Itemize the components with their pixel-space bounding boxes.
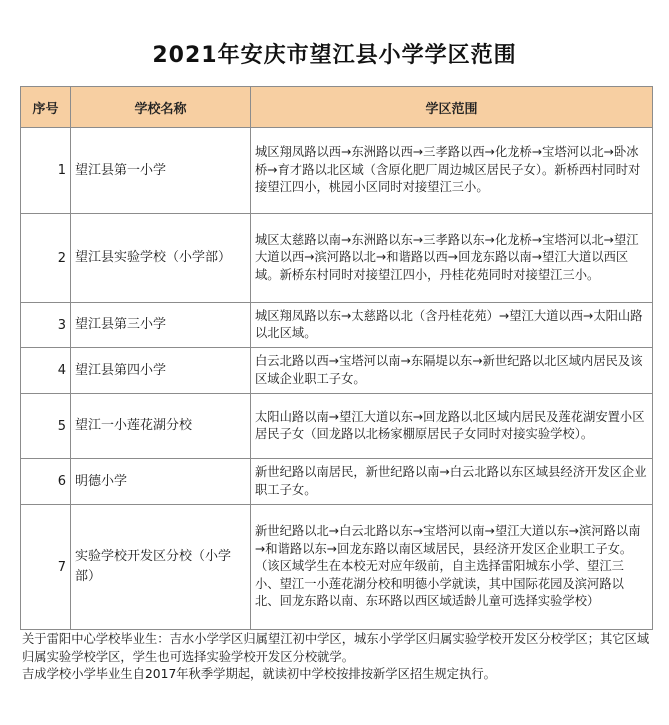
- school-name: 望江县实验学校（小学部）: [71, 214, 251, 303]
- school-name: 望江一小莲花湖分校: [71, 394, 251, 459]
- school-name: 实验学校开发区分校（小学部）: [71, 505, 251, 630]
- header-school-name: 学校名称: [71, 87, 251, 128]
- table-row: [21, 394, 653, 459]
- school-name: 望江县第四小学: [71, 348, 251, 394]
- row-number: 6: [21, 459, 71, 505]
- school-name: 望江县第一小学: [71, 128, 251, 214]
- district-range: 城区翔凤路以西→东洲路以西→三孝路以西→化龙桥→宝塔河以北→卧冰桥→育才路以北区域（含原化肥厂周边城区居民子女）。新桥西村同时对接望江四小，桃园小区同时对接望江三小。: [251, 128, 653, 214]
- district-range: 白云北路以西→宝塔河以南→东隔堤以东→新世纪路以北区域内居民及该区域企业职工子女。: [251, 348, 653, 394]
- table-row: [21, 214, 653, 303]
- row-number: 7: [21, 505, 71, 630]
- header-district-range: 学区范围: [251, 87, 653, 128]
- school-name: 望江县第三小学: [71, 303, 251, 348]
- row-number: 3: [21, 303, 71, 348]
- page-title: 2021年安庆市望江县小学学区范围: [152, 43, 517, 68]
- header-no: 序号: [21, 87, 71, 128]
- table-row: [21, 505, 653, 630]
- row-number: 5: [21, 394, 71, 459]
- footnotes: [22, 631, 652, 684]
- row-number: 4: [21, 348, 71, 394]
- row-number: 2: [21, 214, 71, 303]
- footnote-jicheng: 吉成学校小学毕业生自2017年秋季学期起，就读初中学校按排按新学区招生规定执行。: [22, 667, 496, 681]
- district-range: 城区翔凤路以东→太慈路以北（含丹桂花苑）→望江大道以西→太阳山路以北区域。: [251, 303, 653, 348]
- district-range: 新世纪路以南居民，新世纪路以南→白云北路以东区域县经济开发区企业职工子女。: [251, 459, 653, 505]
- district-range: 城区太慈路以南→东洲路以东→三孝路以东→化龙桥→宝塔河以北→望江大道以西→滨河路以北→和谐路以西→回龙东路以南→望江大道以西区域。新桥东村同时对接望江四小，丹桂花苑同时对接望江三小。: [251, 214, 653, 303]
- table-row: [21, 128, 653, 214]
- row-number: 1: [21, 128, 71, 214]
- footnote-leiyang: 关于雷阳中心学校毕业生：吉水小学学区归属望江初中学区，城东小学学区归属实验学校开发区分校学区；其它区域归属实验学校学区，学生也可选择实验学校开发区分校就学。: [22, 632, 650, 664]
- district-range: 新世纪路以北→白云北路以东→宝塔河以南→望江大道以东→滨河路以南→和谐路以东→回龙东路以南区域居民，县经济开发区企业职工子女。（该区域学生在本校无对应年级前，自主选择雷阳城东小学、望江三小、望江一小莲花湖分校和明德小学就读，其中国际花园及滨河路以北、回龙东路以南、东环路以西区域适龄儿童可选择实验学校）: [251, 505, 653, 630]
- table-row: [21, 303, 653, 348]
- school-name: 明德小学: [71, 459, 251, 505]
- district-range: 太阳山路以南→望江大道以东→回龙路以北区域内居民及莲花湖安置小区居民子女（回龙路以北杨家棚原居民子女同时对接实验学校）。: [251, 394, 653, 459]
- table-row: [21, 348, 653, 394]
- table-header-row: [21, 87, 653, 128]
- school-district-table: [20, 86, 653, 630]
- table-row: [21, 459, 653, 505]
